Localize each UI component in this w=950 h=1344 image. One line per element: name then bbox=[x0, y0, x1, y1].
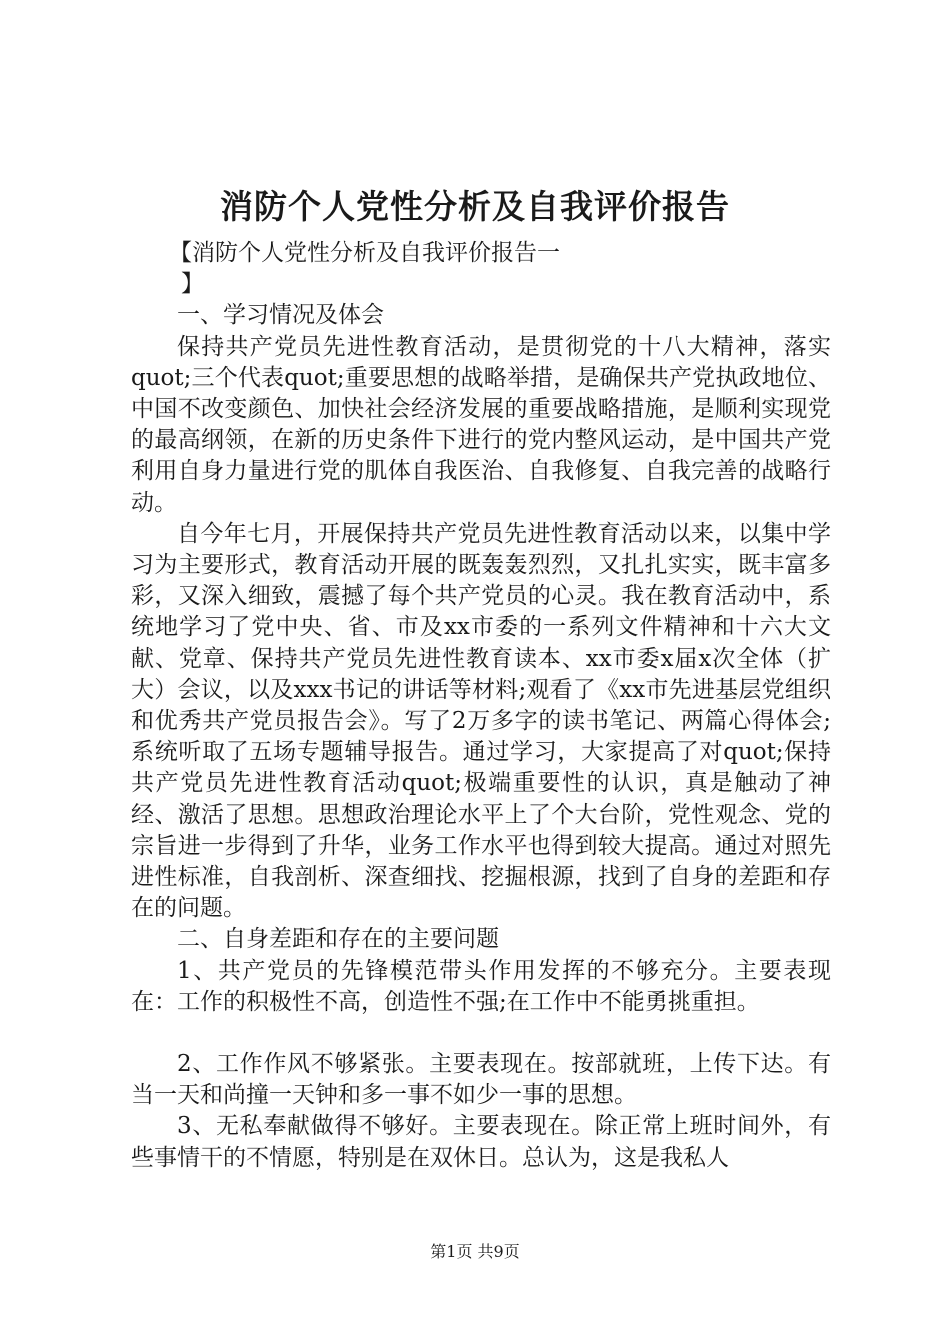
section-heading-2: 二、自身差距和存在的主要问题 bbox=[177, 926, 499, 953]
document-body bbox=[131, 238, 831, 1174]
subtitle-close: 】 bbox=[181, 271, 204, 298]
subtitle-open: 【消防个人党性分析及自我评价报告一 bbox=[169, 240, 560, 266]
paragraph: 3、无私奉献做得不够好。主要表现在。除正常上班时间外，有些事情干的不情愿，特别是在双休日。总认为，这是我私人 bbox=[131, 1113, 831, 1171]
paragraph: 2、工作作风不够紧张。主要表现在。按部就班，上传下达。有当一天和尚撞一天钟和多一事不如少一事的思想。 bbox=[131, 1051, 831, 1109]
document-title: 消防个人党性分析及自我评价报告 bbox=[220, 187, 730, 226]
paragraph: 保持共产党员先进性教育活动，是贯彻党的十八大精神，落实quot;三个代表quot;重要思想的战略举措，是确保共产党执政地位、中国不改变颜色、加快社会经济发展的重要战略措施，是顺利实现党的最高纲领，在新的历史条件下进行的党内整风运动，是中国共产党利用自身力量进行党的肌体自我医治、自我修复、自我完善的战略行动。 bbox=[131, 333, 831, 516]
section-heading-1: 一、学习情况及体会 bbox=[177, 302, 384, 329]
paragraph: 1、共产党员的先锋模范带头作用发挥的不够充分。主要表现在：工作的积极性不高，创造性不强;在工作中不能勇挑重担。 bbox=[131, 957, 831, 1015]
page-footer: 第1页 共9页 bbox=[430, 1242, 520, 1261]
paragraph: 自今年七月，开展保持共产党员先进性教育活动以来，以集中学习为主要形式，教育活动开展的既轰轰烈烈，又扎扎实实，既丰富多彩，又深入细致，震撼了每个共产党员的心灵。我在教育活动中，系统地学习了党中央、省、市及xx市委的一系列文件精神和十六大文献、党章、保持共产党员先进性教育读本、xx市委x届x次全体（扩大）会议，以及xxx书记的讲话等材料;观看了《xx市先进基层党组织和优秀共产党员报告会》。写了2万多字的读书笔记、两篇心得体会;系统听取了五场专题辅导报告。通过学习，大家提高了对quot;保持共产党员先进性教育活动quot;极端重要性的认识，真是触动了神经、激活了思想。思想政治理论水平上了个大台阶，党性观念、党的宗旨进一步得到了升华，业务工作水平也得到较大提高。通过对照先进性标准，自我剖析、深查细找、挖掘根源，找到了自身的差距和存在的问题。 bbox=[131, 520, 831, 922]
paragraph-spacer bbox=[131, 1018, 831, 1049]
